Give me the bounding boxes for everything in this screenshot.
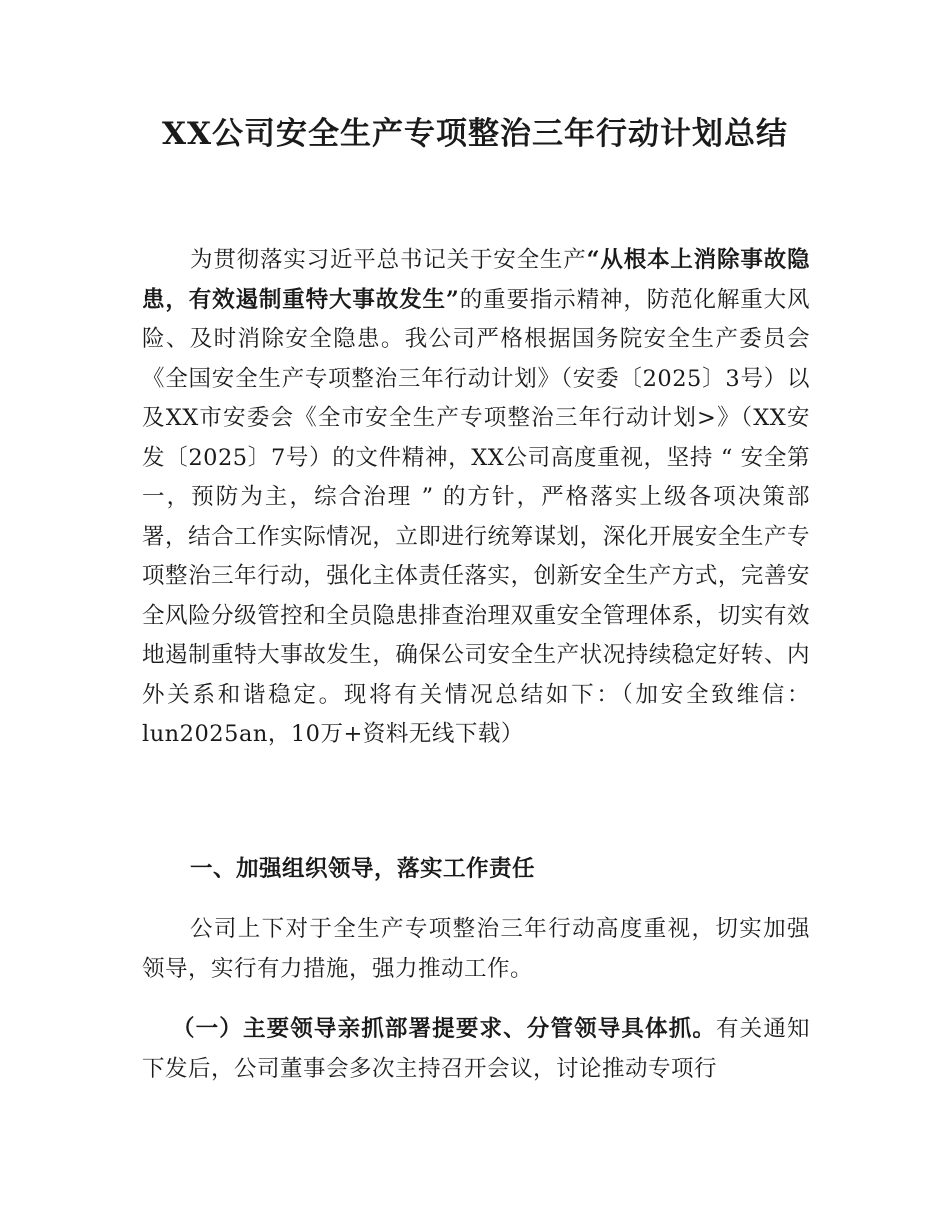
subsection-1-paragraph (142, 1010, 810, 1089)
document-title: XX公司安全生产专项整治三年行动计划总结 (161, 116, 789, 152)
intro-text-start: 为贯彻落实习近平总书记关于安全生产 (190, 247, 587, 273)
intro-text-rest: 的重要指示精神，防范化解重大风险、及时消除安全隐患。我公司严格根据国务院安全生产委员会《全国安全生产专项整治三年行动计划》（安委〔2025〕3号）以及XX市安委会《全市安全生产专项整治三年行动计划>》（XX安发〔2025〕7号）的文件精神，XX公司高度重视，坚持 “ 安全第一，预防为主，综合治理 ” 的方针，严格落实上级各项决策部署，结合工作实际情况，立即进行统筹谋划，深化开展安全生产专项整治三年行动，强化主体责任落实，创新安全生产方式，完善安全风险分级管控和全员隐患排查治理双重安全管理体系，切实有效地遏制重特大事故发生，确保公司安全生产状况持续稳定好转、内外关系和谐稳定。现将有关情况总结如下：（加安全致维信：lun2025an，10万+资料无线下载） (142, 286, 810, 747)
subsection-1-text: 有关通知下发后，公司董事会多次主持召开会议，讨论推动专项行 (142, 1016, 810, 1082)
intro-paragraph (142, 241, 810, 755)
section-1-paragraph: 公司上下对于全生产专项整治三年行动高度重视，切实加强领导，实行有力措施，强力推动工作。 (142, 916, 810, 982)
section-heading-1: 一、加强组织领导，落实工作责任 (190, 856, 536, 882)
subsection-1-heading: （一）主要领导亲抓部署提要求、分管领导具体抓。 (172, 1016, 717, 1042)
intro-quote-bold: “从根本上消除事故隐患，有效遏制重特大事故发生” (142, 247, 810, 313)
